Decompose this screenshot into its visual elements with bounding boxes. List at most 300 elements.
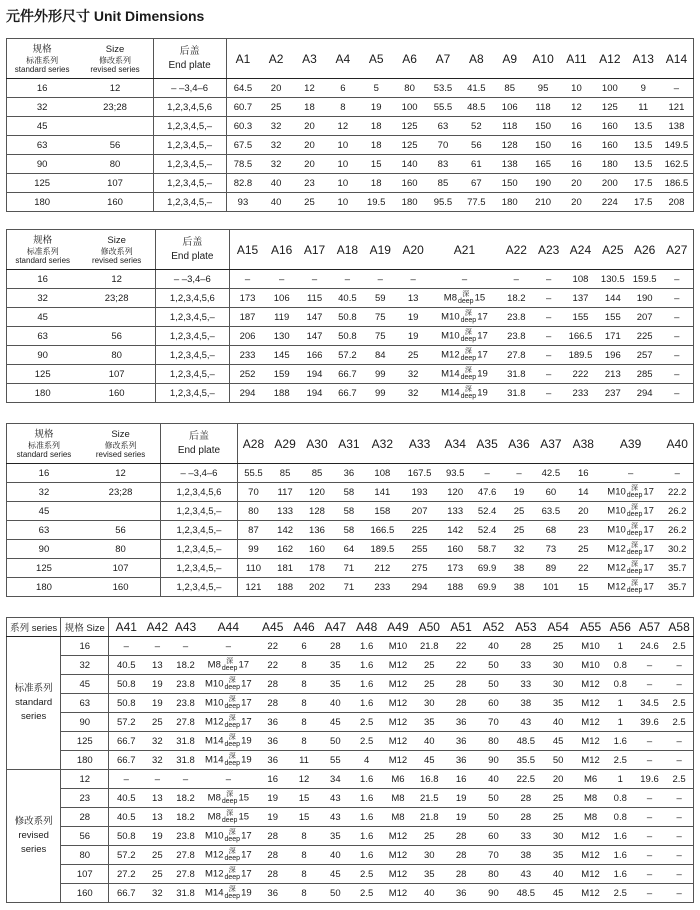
end-plate-value: 1,2,3,4,5,6 [153, 98, 226, 117]
size-value: 90 [61, 713, 109, 732]
dim-value [600, 578, 662, 597]
dim-value: 31.8 [499, 384, 533, 403]
dim-value: 189.5 [365, 540, 400, 559]
dim-value: – [634, 827, 665, 846]
dim-value: 61 [460, 155, 493, 174]
dim-value: 63.5 [535, 502, 567, 521]
dim-value: 20 [259, 79, 292, 98]
dim-value: – [634, 808, 665, 827]
thread-size: M10 [607, 505, 626, 517]
header-end-en: End plate [171, 250, 214, 262]
std-size: 90 [7, 346, 79, 365]
dim-value: M12 [574, 694, 606, 713]
dim-value: 99 [364, 365, 397, 384]
dim-value: 144 [597, 289, 629, 308]
dim-value: 23.8 [171, 827, 199, 846]
header-spec-label: 规格 [33, 234, 53, 246]
header-end-cn: 后盖 [182, 236, 203, 248]
dim-value: 25 [542, 789, 574, 808]
dim-value: 210 [526, 193, 559, 212]
dim-value: 19 [445, 808, 477, 827]
dim-value: 33 [510, 827, 542, 846]
dim-value [600, 521, 662, 540]
dim-value: 55.5 [237, 464, 269, 483]
dim-value: 25 [567, 540, 600, 559]
rev-size: 56 [81, 521, 161, 540]
column-header: A15 [229, 230, 265, 270]
rev-size: 107 [81, 559, 161, 578]
rev-size: 56 [77, 136, 153, 155]
column-header: A27 [661, 230, 694, 270]
dim-value [600, 559, 662, 578]
dim-value: 10 [326, 193, 359, 212]
rev-size: 80 [78, 346, 155, 365]
dim-value: 50 [477, 675, 509, 694]
dim-value: 133 [269, 502, 301, 521]
dim-value: – [665, 865, 693, 884]
table-row [7, 270, 694, 289]
rev-size [81, 502, 161, 521]
dim-value: 190 [629, 289, 661, 308]
dim-value: 40 [542, 713, 574, 732]
dim-value: 20 [567, 502, 600, 521]
dim-value: 23.8 [171, 694, 199, 713]
std-size: 16 [7, 79, 78, 98]
dim-value: 224 [593, 193, 626, 212]
dim-value: 13 [143, 808, 171, 827]
dim-value: 75 [364, 327, 397, 346]
column-header: A45 [257, 618, 288, 637]
dim-value: 9 [627, 79, 660, 98]
dim-value: 1.6 [351, 675, 382, 694]
std-size: 180 [7, 384, 79, 403]
dim-value: 41.5 [460, 79, 493, 98]
deep-label-en: deep [221, 817, 238, 824]
dim-value: 181 [269, 559, 301, 578]
dim-value [600, 502, 662, 521]
dim-value: 32 [259, 136, 292, 155]
column-header: A3 [293, 39, 326, 79]
dim-value: 57.2 [109, 713, 143, 732]
dim-value: 22 [567, 559, 600, 578]
dim-value [200, 865, 257, 884]
dim-value: 121 [237, 578, 269, 597]
size-value: 180 [61, 751, 109, 770]
dim-value: – [171, 770, 199, 789]
dim-value: 71 [333, 578, 365, 597]
dim-value: 1.6 [607, 732, 634, 751]
thread-depth: 15 [238, 811, 250, 823]
rev-size: 23;28 [78, 289, 155, 308]
dim-value: 26.2 [661, 521, 693, 540]
dim-value: 1.6 [607, 827, 634, 846]
dim-value: – [533, 365, 564, 384]
dim-value: 173 [229, 289, 265, 308]
deep-label-cn: 深 [228, 886, 236, 893]
dim-value: 30.2 [661, 540, 693, 559]
end-plate-value: 1,2,3,4,5,6 [155, 289, 229, 308]
dim-value: 20 [293, 136, 326, 155]
dim-value: 85 [426, 174, 459, 193]
dim-value: – [331, 270, 364, 289]
dim-value: 202 [301, 578, 333, 597]
dim-value: 10 [560, 79, 593, 98]
dim-value: – [499, 270, 533, 289]
dim-value: – [634, 865, 665, 884]
std-size: 45 [7, 117, 78, 136]
dim-value: 25 [542, 637, 574, 656]
dim-value: 12 [288, 770, 319, 789]
table-row [7, 656, 694, 675]
dim-value: – [397, 270, 430, 289]
table-row [7, 483, 694, 502]
column-header: A49 [382, 618, 413, 637]
header-std-en: standard series [15, 255, 71, 265]
dim-value: 1.6 [607, 865, 634, 884]
dim-value: 28 [257, 865, 288, 884]
dim-value: 150 [493, 174, 526, 193]
dim-value: 1.6 [351, 770, 382, 789]
dim-value: 16 [257, 770, 288, 789]
header-series: 系列 series [7, 618, 61, 637]
dim-value: 158 [365, 502, 400, 521]
dim-value: 147 [298, 308, 331, 327]
dim-value: 140 [393, 155, 426, 174]
dim-value: 26.2 [661, 502, 693, 521]
dim-value: – [533, 308, 564, 327]
thread-size: M14 [205, 754, 224, 766]
dim-value: 70 [477, 846, 509, 865]
dim-value: 294 [629, 384, 661, 403]
dim-value: 20 [560, 174, 593, 193]
standard-series-label [7, 637, 61, 770]
dim-value: 150 [526, 136, 559, 155]
std-size: 90 [7, 155, 78, 174]
thread-depth: 17 [477, 311, 488, 323]
thread-depth: 17 [241, 849, 252, 861]
rev-size: 12 [78, 270, 155, 289]
thread-depth: 19 [477, 387, 488, 399]
size-value: 160 [61, 884, 109, 903]
dim-value: 63 [426, 117, 459, 136]
dim-value: 32 [259, 117, 292, 136]
deep-label-cn: 深 [228, 715, 236, 722]
header-end-cn: 后盖 [179, 45, 200, 57]
dim-value: 36 [257, 713, 288, 732]
dim-value: 20 [560, 193, 593, 212]
header-end-en: End plate [177, 444, 221, 456]
dim-value: 40 [414, 732, 445, 751]
deep-label-en: deep [224, 722, 241, 729]
dim-value: 159 [265, 365, 298, 384]
column-header: A53 [510, 618, 542, 637]
series-label-line: series [20, 844, 47, 855]
dim-value: 18.2 [171, 808, 199, 827]
deep-mark [222, 791, 238, 805]
dim-value: M12 [574, 732, 606, 751]
dim-value: 8 [288, 865, 319, 884]
dim-value: 233 [229, 346, 265, 365]
dim-value: 33 [510, 675, 542, 694]
dim-value: 36 [445, 713, 477, 732]
deep-label-en: deep [626, 530, 643, 537]
rev-size: 12 [77, 79, 153, 98]
dim-value: 32 [503, 540, 535, 559]
dim-value: 50 [477, 808, 509, 827]
size-value: 28 [61, 808, 109, 827]
dim-value: 58 [333, 521, 365, 540]
thread-size: M10 [441, 330, 460, 342]
dim-value: 1 [607, 713, 634, 732]
dim-value: 1.6 [607, 846, 634, 865]
dim-value [200, 808, 257, 827]
dim-value: 69.9 [471, 559, 503, 578]
deep-label-cn: 深 [464, 348, 472, 355]
thread-size: M8 [443, 292, 457, 304]
size-value: 16 [61, 637, 109, 656]
dim-value: – [634, 656, 665, 675]
dim-value: 80 [393, 79, 426, 98]
dim-value: 57.2 [109, 846, 143, 865]
table-row [7, 540, 694, 559]
dim-value: 147 [298, 327, 331, 346]
header-std-cn: 标准系列 [26, 246, 59, 256]
header-rev-cn: 修改系列 [104, 440, 137, 450]
dim-value: 237 [597, 384, 629, 403]
dim-value: 28 [510, 808, 542, 827]
column-header: A35 [471, 424, 503, 464]
dim-value: 33 [510, 656, 542, 675]
table-row [7, 578, 694, 597]
dim-value: 8 [288, 827, 319, 846]
column-header: A18 [331, 230, 364, 270]
dim-value: 25 [542, 808, 574, 827]
dim-value: M12 [574, 675, 606, 694]
header-spec-label: 规格 [34, 428, 54, 440]
header-size-label: Size [111, 428, 130, 440]
deep-mark [627, 580, 643, 594]
dim-value: – [533, 384, 564, 403]
dim-value: 10 [326, 155, 359, 174]
dim-value: 95.5 [426, 193, 459, 212]
column-header: A1 [226, 39, 259, 79]
dim-value: M12 [382, 694, 413, 713]
dim-value: 2.5 [607, 884, 634, 903]
column-header: A52 [477, 618, 509, 637]
end-plate-value: 1,2,3,4,5,– [155, 365, 229, 384]
dim-value: – [533, 327, 564, 346]
dim-value: 42.5 [535, 464, 567, 483]
dim-value [600, 540, 662, 559]
end-plate-value: 1,2,3,4,5,– [155, 308, 229, 327]
dim-value: 117 [269, 483, 301, 502]
dim-value: 45 [320, 865, 351, 884]
deep-label-cn: 深 [462, 291, 470, 298]
dim-value: 32 [397, 365, 430, 384]
dim-value: – [634, 789, 665, 808]
dim-value: 5 [360, 79, 393, 98]
dim-value: – [171, 637, 199, 656]
dim-value: 21.8 [414, 808, 445, 827]
dim-value: 119 [265, 308, 298, 327]
dim-value: 149.5 [660, 136, 694, 155]
end-plate-value: 1,2,3,4,5,6 [161, 483, 238, 502]
dim-value: 233 [564, 384, 597, 403]
dim-value: M12 [382, 865, 413, 884]
dim-value: 1 [607, 637, 634, 656]
dim-value: 15 [288, 808, 319, 827]
dim-value: 233 [365, 578, 400, 597]
dim-value: 40 [477, 770, 509, 789]
thread-size: M12 [441, 349, 460, 361]
dim-value: 22 [257, 637, 288, 656]
dim-value: 45 [414, 751, 445, 770]
dim-value: 67.5 [226, 136, 259, 155]
dim-value: 21.5 [414, 789, 445, 808]
thread-size: M10 [607, 486, 626, 498]
header-std-en: standard series [14, 64, 70, 74]
table-row [7, 637, 694, 656]
deep-mark [225, 677, 241, 691]
column-header: A5 [360, 39, 393, 79]
dim-value: 8 [288, 884, 319, 903]
dim-value: 20 [293, 117, 326, 136]
deep-label-en: deep [224, 684, 241, 691]
dim-value: 19 [397, 308, 430, 327]
dim-value: 52.4 [471, 521, 503, 540]
dim-value: 19.6 [634, 770, 665, 789]
header-end-en: End plate [168, 59, 211, 71]
dim-value: – [661, 308, 694, 327]
revised-series-label [7, 770, 61, 903]
column-header: A21 [430, 230, 500, 270]
dim-value: 80 [477, 732, 509, 751]
table-row [7, 346, 694, 365]
rev-size: 160 [78, 384, 155, 403]
dim-value: – [364, 270, 397, 289]
column-header: A17 [298, 230, 331, 270]
dim-value: 106 [265, 289, 298, 308]
end-plate-value: – –3,4–6 [161, 464, 238, 483]
dim-value: 43 [320, 789, 351, 808]
end-plate-value: 1,2,3,4,5,– [153, 174, 226, 193]
dim-value: 275 [400, 559, 439, 578]
dim-value: 19 [257, 789, 288, 808]
dim-value: 73 [535, 540, 567, 559]
dim-value: 27.8 [171, 713, 199, 732]
dim-value: 36 [445, 751, 477, 770]
dim-value: 20 [293, 155, 326, 174]
header-rev-en: revised series [95, 449, 146, 459]
deep-mark [225, 734, 241, 748]
column-header: A41 [109, 618, 143, 637]
dim-value: 25 [143, 846, 171, 865]
dim-value: M12 [382, 656, 413, 675]
thread-depth: 17 [643, 524, 654, 536]
dim-value [600, 483, 662, 502]
deep-mark [461, 329, 477, 343]
dim-value: – [661, 365, 694, 384]
dim-value: 38 [510, 694, 542, 713]
end-plate-value: 1,2,3,4,5,– [155, 346, 229, 365]
dim-value: 13 [143, 656, 171, 675]
dim-value: 53.5 [426, 79, 459, 98]
table-row [7, 751, 694, 770]
dim-value: 28 [510, 637, 542, 656]
dimensions-table-a28-a40 [6, 423, 694, 597]
dim-value: 68 [535, 521, 567, 540]
std-size: 16 [7, 270, 79, 289]
std-size: 63 [7, 136, 78, 155]
dim-value: 32 [259, 155, 292, 174]
dim-value: 50.8 [109, 827, 143, 846]
thread-depth: 17 [241, 716, 252, 728]
dim-value: 21.8 [414, 637, 445, 656]
table-row [7, 289, 694, 308]
dim-value: 55 [320, 751, 351, 770]
column-header: A33 [400, 424, 439, 464]
column-header: A26 [629, 230, 661, 270]
thread-size: M12 [205, 868, 224, 880]
thread-depth: 17 [643, 486, 654, 498]
dim-value: – [143, 637, 171, 656]
deep-label-cn: 深 [228, 867, 236, 874]
thread-size: M10 [205, 697, 224, 709]
dim-value: M12 [574, 713, 606, 732]
table-row [7, 308, 694, 327]
table-row [7, 327, 694, 346]
dim-value: 31.8 [171, 751, 199, 770]
header-size-label: Size [107, 234, 126, 246]
dim-value [200, 884, 257, 903]
column-header: A38 [567, 424, 600, 464]
deep-mark [225, 848, 241, 862]
dim-value: 155 [597, 308, 629, 327]
dim-value: 89 [535, 559, 567, 578]
dim-value: M12 [382, 713, 413, 732]
dim-value: 180 [493, 193, 526, 212]
deep-label-cn: 深 [631, 542, 639, 549]
dim-value: 190 [526, 174, 559, 193]
deep-mark [461, 348, 477, 362]
dim-value: 48.5 [510, 732, 542, 751]
dim-value: 50.8 [331, 308, 364, 327]
dim-value: 71 [333, 559, 365, 578]
dim-value: 194 [298, 384, 331, 403]
thread-depth: 19 [241, 754, 252, 766]
dim-value: 27.8 [171, 846, 199, 865]
header-standard-series [7, 424, 81, 464]
dim-value: – [661, 464, 693, 483]
series-label-line: series [20, 711, 47, 722]
dim-value: 1.6 [351, 789, 382, 808]
dim-value: 14 [567, 483, 600, 502]
dim-value: M12 [574, 846, 606, 865]
dim-value: M12 [382, 732, 413, 751]
dim-value: 166.5 [365, 521, 400, 540]
dim-value: 40 [259, 193, 292, 212]
deep-label-cn: 深 [226, 810, 234, 817]
dim-value: 36 [333, 464, 365, 483]
column-header: A16 [265, 230, 298, 270]
dim-value: 101 [535, 578, 567, 597]
dim-value: 171 [597, 327, 629, 346]
dim-value: 130.5 [597, 270, 629, 289]
deep-label-en: deep [460, 336, 477, 343]
dim-value: 145 [265, 346, 298, 365]
dim-value: 20 [542, 770, 574, 789]
thread-size: M8 [207, 811, 221, 823]
